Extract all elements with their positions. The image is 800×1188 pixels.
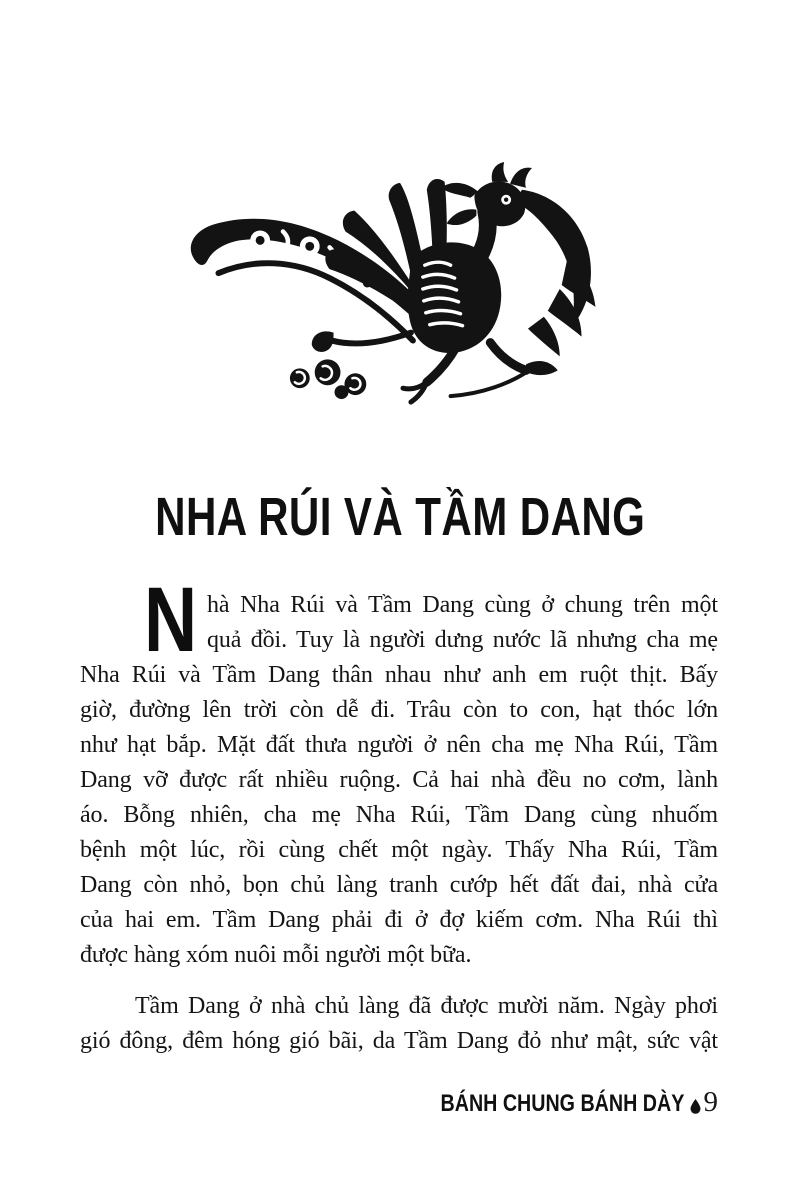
ink-drop-icon (690, 1099, 701, 1114)
paragraph-1 (80, 569, 718, 973)
text-line: giờ, đường lên trời còn dễ đi. Trâu còn to con, hạt thóc lớn (80, 697, 718, 723)
footer-book-title: BÁNH CHUNG BÁNH DÀY (440, 1090, 685, 1117)
chapter-title (0, 484, 800, 550)
text-line: như hạt bắp. Mặt đất thưa người ở nên cha mẹ Nha Rúi, Tầm (80, 732, 718, 758)
text-line: được hàng xóm nuôi mỗi người một bữa. (80, 942, 472, 968)
drop-cap: N (144, 569, 198, 671)
running-footer (387, 1088, 718, 1118)
text-line: Tầm Dang ở nhà chủ làng đã được mười năm. Ngày phơi (135, 993, 718, 1019)
text-line: Dang còn nhỏ, bọn chủ làng tranh cướp hết đất đai, nhà cửa (80, 872, 718, 898)
body-text (80, 569, 718, 1059)
chapter-title-text: NHA RÚI VÀ TẦM DANG (154, 487, 646, 548)
text-line: áo. Bỗng nhiên, cha mẹ Nha Rúi, Tầm Dang cùng nhuốm (80, 802, 718, 828)
paragraph-2 (80, 989, 718, 1059)
text-line: của hai em. Tầm Dang phải đi ở đợ kiếm cơm. Nha Rúi thì (80, 907, 718, 933)
text-line: Nha Rúi và Tầm Dang thân nhau như anh em ruột thịt. Bấy (80, 662, 718, 688)
text-line: gió đông, đêm hóng gió bãi, da Tầm Dang đỏ như mật, sức vật (80, 1028, 718, 1054)
footer-page-number: 9 (703, 1086, 718, 1118)
text-line: Dang vỡ được rất nhiều ruộng. Cả hai nhà đều no cơm, lành (80, 767, 718, 793)
text-line: quả đồi. Tuy là người dưng nước lã nhưng cha mẹ (207, 627, 718, 653)
text-line: bệnh một lúc, rồi cùng chết một ngày. Thấy Nha Rúi, Tầm (80, 837, 718, 863)
text-line: hà Nha Rúi và Tầm Dang cùng ở chung trên một (207, 592, 718, 618)
phoenix-illustration-icon (181, 162, 621, 410)
